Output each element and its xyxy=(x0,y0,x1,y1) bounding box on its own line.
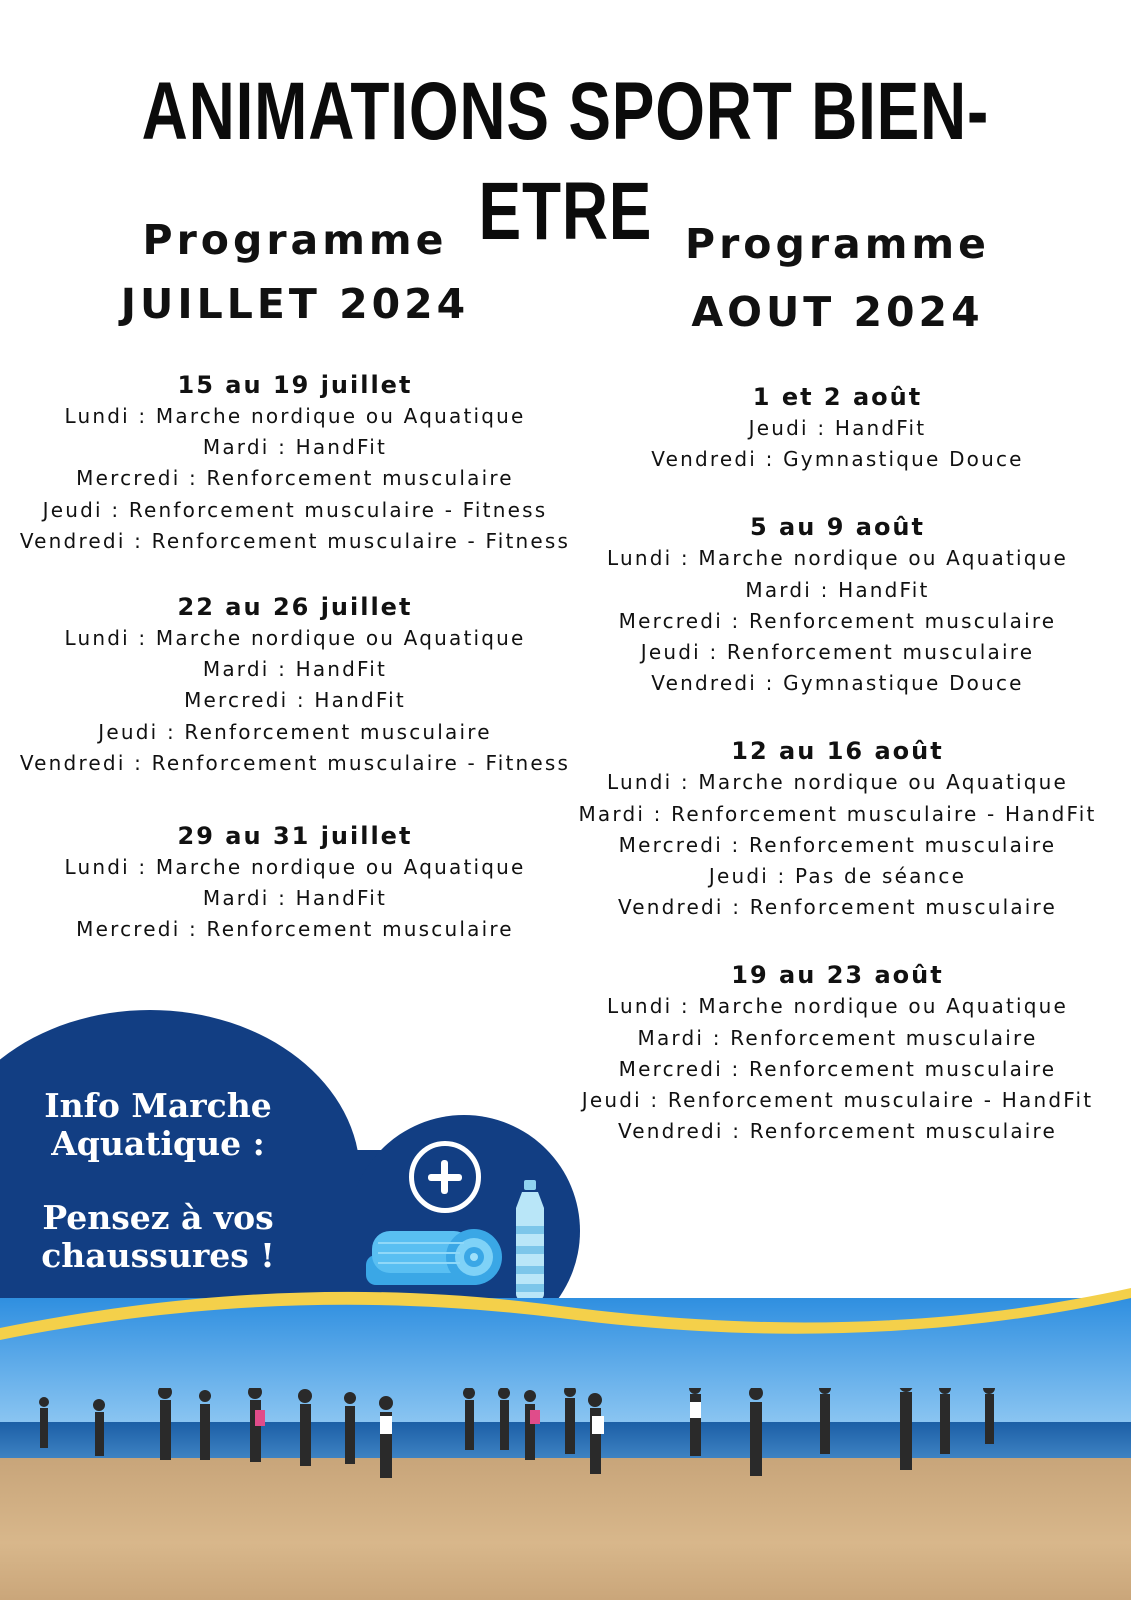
week-block xyxy=(0,369,590,557)
july-column xyxy=(0,208,590,946)
week-block xyxy=(0,820,590,946)
day-line: Mercredi : Renforcement musculaire xyxy=(618,1056,1057,1081)
day-line: Lundi : Marche nordique ou Aquatique xyxy=(64,855,526,880)
day-line: Lundi : Marche nordique ou Aquatique xyxy=(606,994,1069,1019)
day-line: Jeudi : Renforcement musculaire - HandFit xyxy=(581,1088,1094,1113)
day-line: Mercredi : HandFit xyxy=(184,688,406,713)
day-line: Mardi : HandFit xyxy=(745,577,930,602)
day-line: Jeudi : HandFit xyxy=(748,416,927,440)
plus-circle-icon xyxy=(409,1141,481,1213)
day-line: Lundi : Marche nordique ou Aquatique xyxy=(606,770,1069,795)
week-title: 5 au 9 août xyxy=(750,513,925,542)
august-heading-programme: Programme xyxy=(685,220,990,268)
info-line: chaussures ! xyxy=(41,1236,275,1275)
august-weeks xyxy=(575,381,1100,1147)
day-line: Lundi : Marche nordique ou Aquatique xyxy=(64,404,526,428)
day-line: Vendredi : Gymnastique Douce xyxy=(651,671,1024,696)
week-title: 22 au 26 juillet xyxy=(177,593,413,622)
week-title: 29 au 31 juillet xyxy=(177,822,413,851)
day-line: Lundi : Marche nordique ou Aquatique xyxy=(64,626,526,651)
day-line: Jeudi : Renforcement musculaire xyxy=(640,640,1035,665)
water-bottle-icon xyxy=(510,1180,550,1300)
week-title: 15 au 19 juillet xyxy=(177,371,413,399)
towel-icon xyxy=(364,1225,504,1291)
info-line: Aquatique : xyxy=(51,1124,265,1163)
day-line: Jeudi : Renforcement musculaire - Fitness xyxy=(42,497,548,522)
week-block xyxy=(575,735,1100,923)
day-line: Vendredi : Renforcement musculaire - Fitness xyxy=(19,528,571,553)
day-line: Jeudi : Pas de séance xyxy=(708,864,967,889)
day-line: Mardi : HandFit xyxy=(202,657,388,682)
day-line: Vendredi : Renforcement musculaire xyxy=(617,895,1058,920)
day-line: Mercredi : Renforcement musculaire xyxy=(76,917,514,942)
info-line: Pensez à vos xyxy=(42,1198,274,1237)
week-title: 19 au 23 août xyxy=(731,961,944,990)
day-line: Mardi : HandFit xyxy=(202,886,388,911)
day-line: Mercredi : Renforcement musculaire xyxy=(618,608,1057,633)
day-line: Vendredi : Renforcement musculaire - Fitness xyxy=(19,750,571,775)
day-line: Mercredi : Renforcement musculaire xyxy=(76,466,514,491)
week-block xyxy=(575,511,1100,699)
week-title: 1 et 2 août xyxy=(752,383,923,411)
info-aquatic-walk xyxy=(28,1087,288,1275)
photo-people xyxy=(0,1388,1131,1528)
august-column xyxy=(575,208,1100,1147)
day-line: Jeudi : Renforcement musculaire xyxy=(98,719,492,744)
day-line: Mardi : HandFit xyxy=(202,435,388,460)
july-heading-programme: Programme xyxy=(142,216,448,264)
day-line: Mardi : Renforcement musculaire - HandFit xyxy=(578,801,1097,826)
info-line: Info Marche xyxy=(44,1086,272,1125)
week-title: 12 au 16 août xyxy=(731,737,944,766)
day-line: Mardi : Renforcement musculaire xyxy=(637,1025,1038,1050)
july-heading-month: JUILLET 2024 xyxy=(120,280,470,328)
day-line: Mercredi : Renforcement musculaire xyxy=(618,832,1057,857)
august-heading-month: AOUT 2024 xyxy=(691,288,984,336)
week-block xyxy=(575,381,1100,475)
july-weeks xyxy=(0,369,590,946)
week-block xyxy=(0,591,590,779)
day-line: Vendredi : Renforcement musculaire xyxy=(617,1119,1058,1144)
day-line: Vendredi : Gymnastique Douce xyxy=(651,447,1024,472)
poster-title: ANIMATIONS SPORT BIEN-ETRE xyxy=(141,66,990,257)
day-line: Lundi : Marche nordique ou Aquatique xyxy=(606,546,1069,571)
week-block xyxy=(575,959,1100,1147)
yellow-wave-divider xyxy=(0,1288,1131,1358)
